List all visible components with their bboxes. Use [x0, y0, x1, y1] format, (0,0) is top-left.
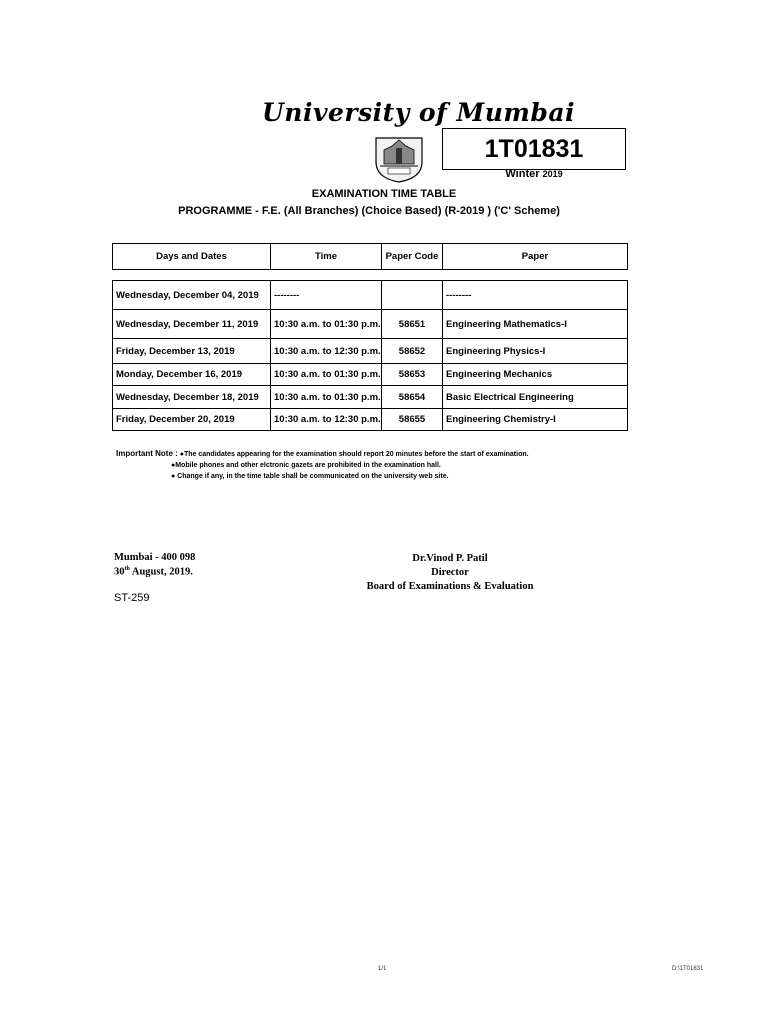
row-code: 58654 — [382, 386, 443, 409]
row-time: 10:30 a.m. to 12:30 p.m. — [271, 409, 382, 431]
column-header-paper: Paper — [443, 244, 628, 270]
row-time: 10:30 a.m. to 12:30 p.m. — [271, 339, 382, 364]
note-item: ● Change if any, in the time table shall be communicated on the university web site. — [171, 473, 449, 480]
row-code: 58651 — [382, 310, 443, 339]
document-reference: D:\1T01831 — [672, 966, 704, 972]
table-row — [113, 364, 628, 386]
note-item: ●Mobile phones and other elctronic gazets are prohibited in the examination hall. — [171, 462, 441, 469]
table-row — [113, 386, 628, 409]
row-time: 10:30 a.m. to 01:30 p.m. — [271, 364, 382, 386]
column-header-code: Paper Code — [382, 244, 443, 270]
issue-date-rest: August, 2019. — [129, 566, 193, 578]
timetable-body — [112, 280, 628, 431]
row-code: 58653 — [382, 364, 443, 386]
programme-title: PROGRAMME - F.E. (All Branches) (Choice Based) (R-2019 ) ('C' Scheme) — [178, 205, 560, 217]
row-time: 10:30 a.m. to 01:30 p.m. — [271, 386, 382, 409]
issue-date-day: 30 — [114, 566, 125, 578]
page-number: 1/1 — [378, 966, 387, 972]
column-header-date: Days and Dates — [113, 244, 271, 270]
university-seal-logo — [370, 134, 428, 184]
session-year: 2019 — [542, 169, 563, 179]
reference-code: ST-259 — [114, 592, 150, 604]
row-date: Wednesday, December 11, 2019 — [113, 310, 271, 339]
row-code: 58655 — [382, 409, 443, 431]
row-date: Wednesday, December 04, 2019 — [113, 281, 271, 310]
note-item: ●The candidates appearing for the examination should report 20 minutes before the start of examination. — [179, 451, 529, 458]
row-paper: Engineering Mechanics — [443, 364, 628, 386]
row-paper: Engineering Chemistry-I — [443, 409, 628, 431]
note-line-1 — [116, 448, 529, 460]
table-row — [113, 281, 628, 310]
row-code — [382, 281, 443, 310]
row-time: -------- — [271, 281, 382, 310]
row-date: Monday, December 16, 2019 — [113, 364, 271, 386]
signatory-department: Board of Examinations & Evaluation — [366, 581, 534, 592]
session-label — [442, 168, 626, 180]
row-paper: Basic Electrical Engineering — [443, 386, 628, 409]
row-date: Friday, December 13, 2019 — [113, 339, 271, 364]
table-row — [113, 409, 628, 431]
issue-date-suffix: th — [124, 566, 130, 572]
important-notes — [116, 448, 529, 482]
row-paper: Engineering Mathematics-I — [443, 310, 628, 339]
row-paper: -------- — [443, 281, 628, 310]
signatory-title: Director — [431, 567, 469, 578]
timetable-header — [112, 243, 628, 270]
exam-code-box: 1T01831 — [442, 128, 626, 170]
university-title: University of Mumbai — [262, 98, 576, 127]
notes-label: Important Note : — [116, 449, 178, 458]
row-date: Wednesday, December 18, 2019 — [113, 386, 271, 409]
row-code: 58652 — [382, 339, 443, 364]
row-date: Friday, December 20, 2019 — [113, 409, 271, 431]
exam-title: EXAMINATION TIME TABLE — [311, 188, 457, 200]
table-row — [113, 339, 628, 364]
session-name: Winter — [505, 168, 540, 180]
issue-date — [114, 566, 193, 578]
table-row — [113, 310, 628, 339]
column-header-time: Time — [271, 244, 382, 270]
place: Mumbai - 400 098 — [114, 552, 196, 563]
row-time: 10:30 a.m. to 01:30 p.m. — [271, 310, 382, 339]
signatory-block — [300, 552, 600, 594]
signatory-name: Dr.Vinod P. Patil — [412, 553, 488, 564]
row-paper: Engineering Physics-I — [443, 339, 628, 364]
